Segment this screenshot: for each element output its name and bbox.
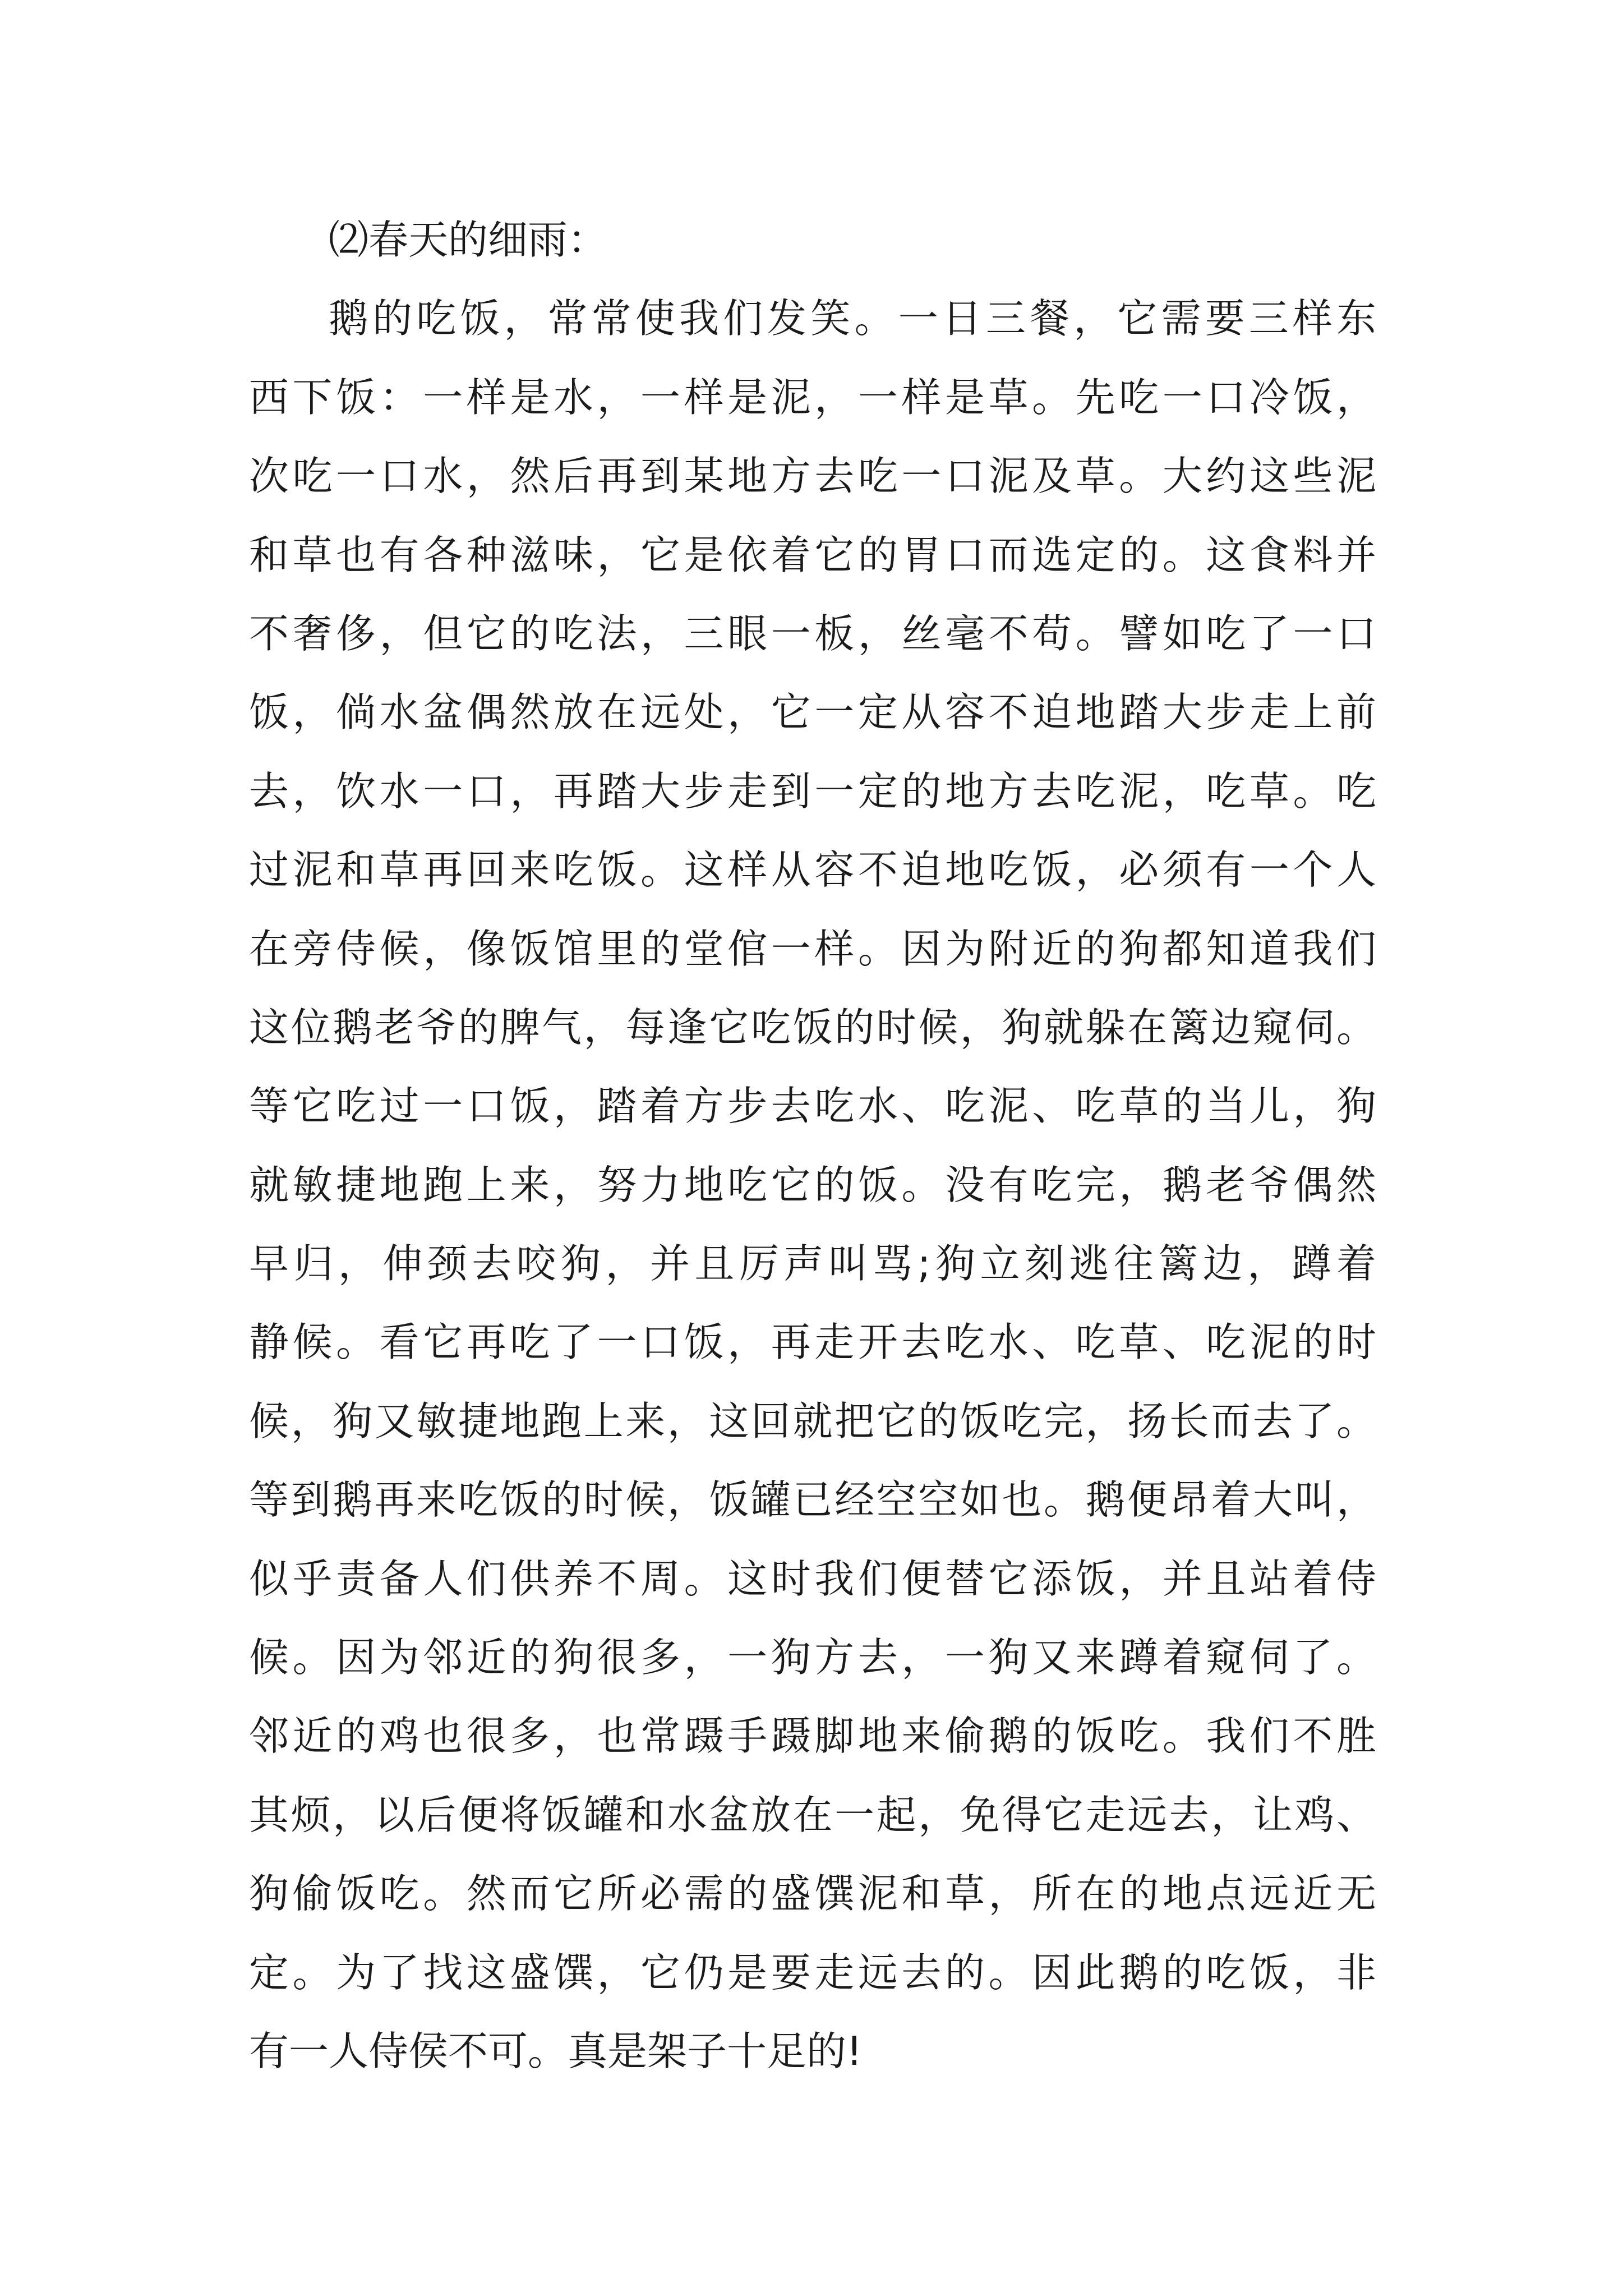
document-body	[249, 201, 1376, 2091]
paragraph-line: 等到鹅再来吃饭的时候，饭罐已经空空如也。鹅便昂着大叫，	[249, 1476, 1376, 1524]
paragraph-line: 等它吃过一口饭，踏着方步去吃水、吃泥、吃草的当儿，狗	[249, 1083, 1376, 1130]
paragraph-line: 次吃一口水，然后再到某地方去吃一口泥及草。大约这些泥	[249, 453, 1376, 500]
paragraph-line: 其烦，以后便将饭罐和水盆放在一起，免得它走远去，让鸡、	[249, 1791, 1376, 1838]
paragraph-line: 邻近的鸡也很多，也常蹑手蹑脚地来偷鹅的饭吃。我们不胜	[249, 1713, 1376, 1760]
paragraph-line: 饭，倘水盆偶然放在远处，它一定从容不迫地踏大步走上前	[249, 689, 1376, 736]
paragraph-line: 不奢侈，但它的吃法，三眼一板，丝毫不苟。譬如吃了一口	[249, 610, 1376, 657]
paragraph-line: 过泥和草再回来吃饭。这样从容不迫地吃饭，必须有一个人	[249, 846, 1376, 894]
section-heading: ⑵春天的细雨：	[329, 217, 608, 263]
paragraph-line: 候，狗又敏捷地跑上来，这回就把它的饭吃完，扬长而去了。	[249, 1397, 1376, 1444]
paragraph-line: 这位鹅老爷的脾气，每逢它吃饭的时候，狗就躲在篱边窥伺。	[249, 1004, 1376, 1051]
paragraph-line: 去，饮水一口，再踏大步走到一定的地方去吃泥，吃草。吃	[249, 767, 1376, 815]
paragraph-line: 似乎责备人们供养不周。这时我们便替它添饭，并且站着侍	[249, 1555, 1376, 1602]
paragraph-line: 就敏捷地跑上来，努力地吃它的饭。没有吃完，鹅老爷偶然	[249, 1161, 1376, 1208]
paragraph-line: 候。因为邻近的狗很多，一狗方去，一狗又来蹲着窥伺了。	[249, 1634, 1376, 1681]
paragraph-line: 早归，伸颈去咬狗，并且厉声叫骂;狗立刻逃往篱边，蹲着	[249, 1240, 1376, 1287]
paragraph-line: 静候。看它再吃了一口饭，再走开去吃水、吃草、吃泥的时	[249, 1319, 1376, 1366]
paragraph-line: 在旁侍候，像饭馆里的堂倌一样。因为附近的狗都知道我们	[249, 925, 1376, 972]
paragraph-line: 和草也有各种滋味，它是依着它的胃口而选定的。这食料并	[249, 531, 1376, 578]
paragraph-line: 定。为了找这盛馔，它仍是要走远去的。因此鹅的吃饭，非	[249, 1949, 1376, 1996]
paragraph-line: 西下饭：一样是水，一样是泥，一样是草。先吃一口冷饭，	[249, 374, 1376, 421]
paragraph-line: 狗偷饭吃。然而它所必需的盛馔泥和草，所在的地点远近无	[249, 1870, 1376, 1917]
paragraph-line: 鹅的吃饭，常常使我们发笑。一日三餐，它需要三样东	[329, 295, 1376, 342]
paragraph-line-last: 有一人侍侯不可。真是架子十足的!	[249, 2027, 863, 2074]
